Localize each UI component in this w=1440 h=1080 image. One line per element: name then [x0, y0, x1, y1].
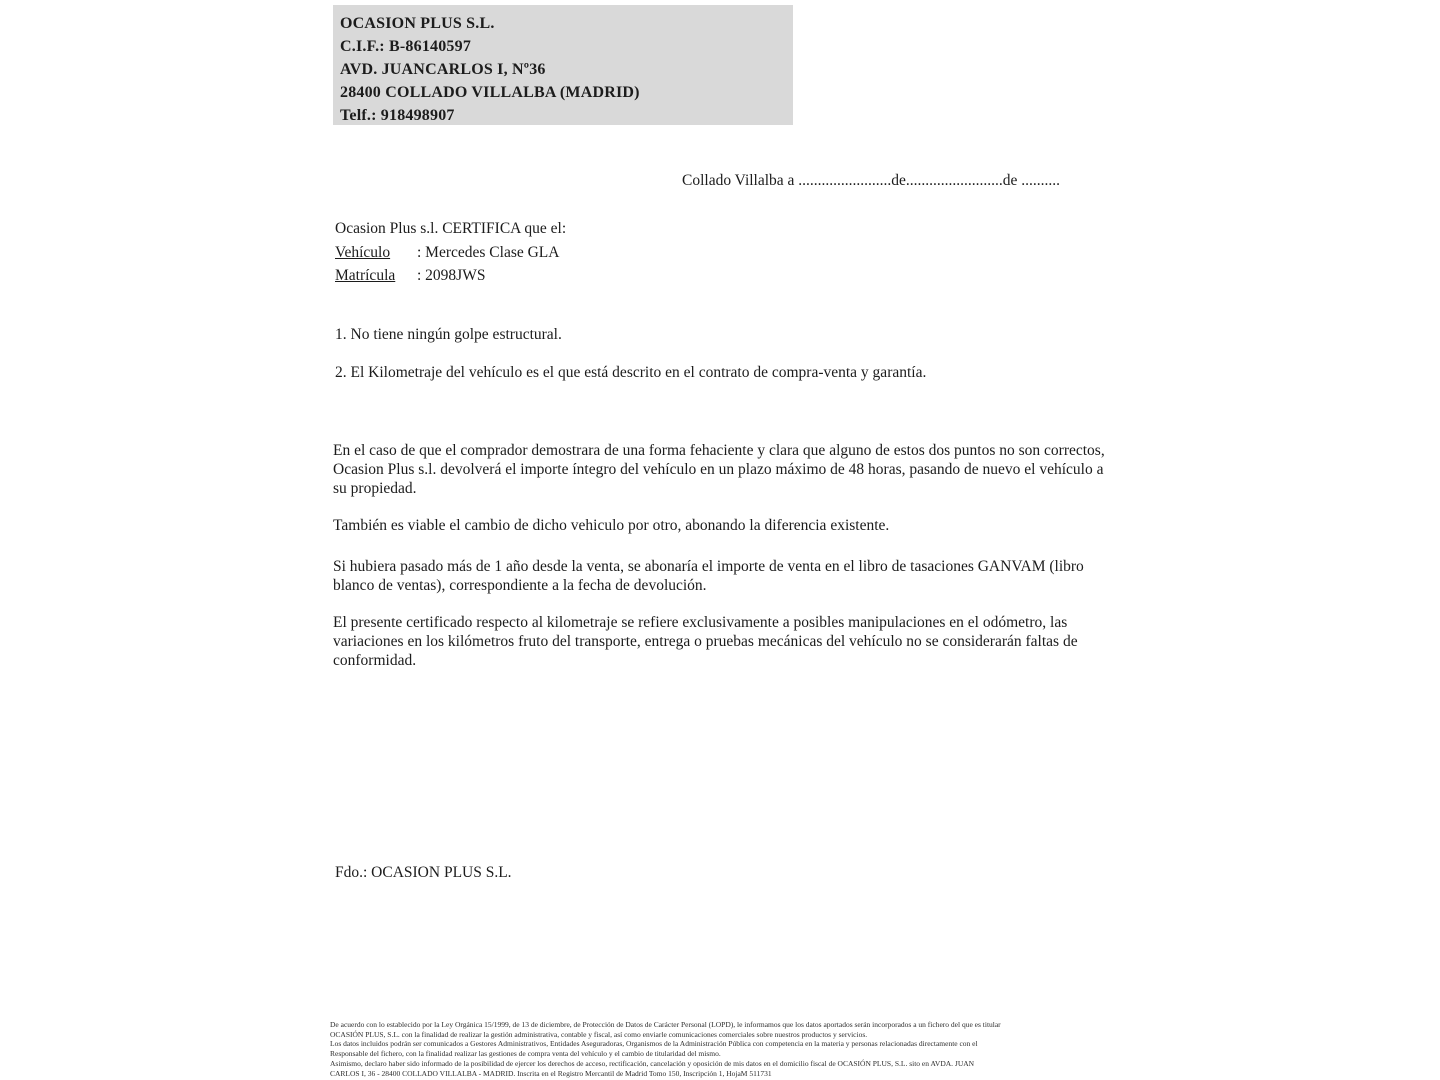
- company-cif: C.I.F.: B-86140597: [340, 38, 472, 55]
- legal-line: De acuerdo con lo establecido por la Ley Orgánica 15/1999, de 13 de diciembre, de Protección de Datos de Carácter Personal (LOPD), le informamos que los datos aportados serán incorporados a un fichero del que es titular: [330, 1020, 1001, 1029]
- legal-line: Responsable del fichero, con la finalidad realizar las gestiones de compra venta del vehículo y el cambio de titularidad del mismo.: [330, 1049, 721, 1059]
- vehicle-field: [335, 241, 566, 265]
- date-line: Collado Villalba a ........................de.........................de ..........: [682, 172, 1061, 189]
- certification-intro: Ocasion Plus s.l. CERTIFICA que el:: [335, 220, 567, 237]
- legal-line: Asimismo, declaro haber sido informado de la posibilidad de ejercer los derechos de acceso, rectificación, cancelación y oposición de mis datos en el domicilio fiscal de OCASIÓN PLUS, S.L. sito en AVDA. JUAN: [330, 1058, 975, 1068]
- refund-paragraph: En el caso de que el comprador demostrara de una forma fehaciente y clara que alguno de estos dos puntos no son correctos, Ocasion Plus s.l. devolverá el importe íntegro del vehículo en un plazo máximo de 48 horas, pasando de nuevo el vehículo a su propiedad.: [333, 442, 1105, 497]
- legal-line: CARLOS I, 36 - 28400 COLLADO VILLALBA - MADRID. Inscrita en el Registro Mercantil de Madrid Tomo 150, Inscripción 1, HojaM 511731: [330, 1068, 772, 1078]
- company-header-box: [333, 5, 793, 125]
- plate-label: Matrícula: [335, 267, 396, 284]
- signature-line: Fdo.: OCASION PLUS S.L.: [335, 864, 512, 881]
- vehicle-value: : Mercedes Clase GLA: [417, 243, 560, 261]
- plate-field: [335, 264, 566, 288]
- odometer-paragraph: El presente certificado respecto al kilometraje se refiere exclusivamente a posibles manipulaciones en el odómetro, las variaciones en los kilómetros fruto del transporte, entrega o pruebas mecánicas del vehículo no se considerarán faltas de conformidad.: [333, 614, 1078, 669]
- company-address: AVD. JUANCARLOS I, Nº36: [340, 61, 546, 78]
- company-name: OCASION PLUS S.L.: [340, 15, 495, 32]
- plate-value: : 2098JWS: [417, 267, 486, 284]
- certified-point-2: 2. El Kilometraje del vehículo es el que está descrito en el contrato de compra-venta y garantía.: [335, 364, 927, 381]
- certified-point-1: 1. No tiene ningún golpe estructural.: [335, 326, 562, 343]
- exchange-paragraph: También es viable el cambio de dicho vehiculo por otro, abonando la diferencia existente.: [333, 517, 890, 534]
- certification-block: [335, 217, 566, 288]
- ganvam-paragraph: Si hubiera pasado más de 1 año desde la venta, se abonaría el importe de venta en el libro de tasaciones GANVAM (libro blanco de ventas), correspondiente a la fecha de devolución.: [333, 558, 1084, 594]
- vehicle-label: Vehículo: [335, 243, 391, 261]
- legal-footer: [330, 1020, 1120, 1078]
- legal-line: OCASIÓN PLUS, S.L. con la finalidad de realizar la gestión administrativa, contable y fiscal, así como enviarle comunicaciones comerciales sobre nuestros productos y servicios.: [330, 1029, 868, 1039]
- company-city: 28400 COLLADO VILLALBA (MADRID): [340, 84, 640, 101]
- company-phone: Telf.: 918498907: [340, 107, 455, 124]
- legal-line: Los datos incluidos podrán ser comunicados a Gestores Administrativos, Entidades Aseguradoras, Organismos de la Administración Pública con competencia en la materia y personas relacionadas directamente con el: [330, 1039, 978, 1049]
